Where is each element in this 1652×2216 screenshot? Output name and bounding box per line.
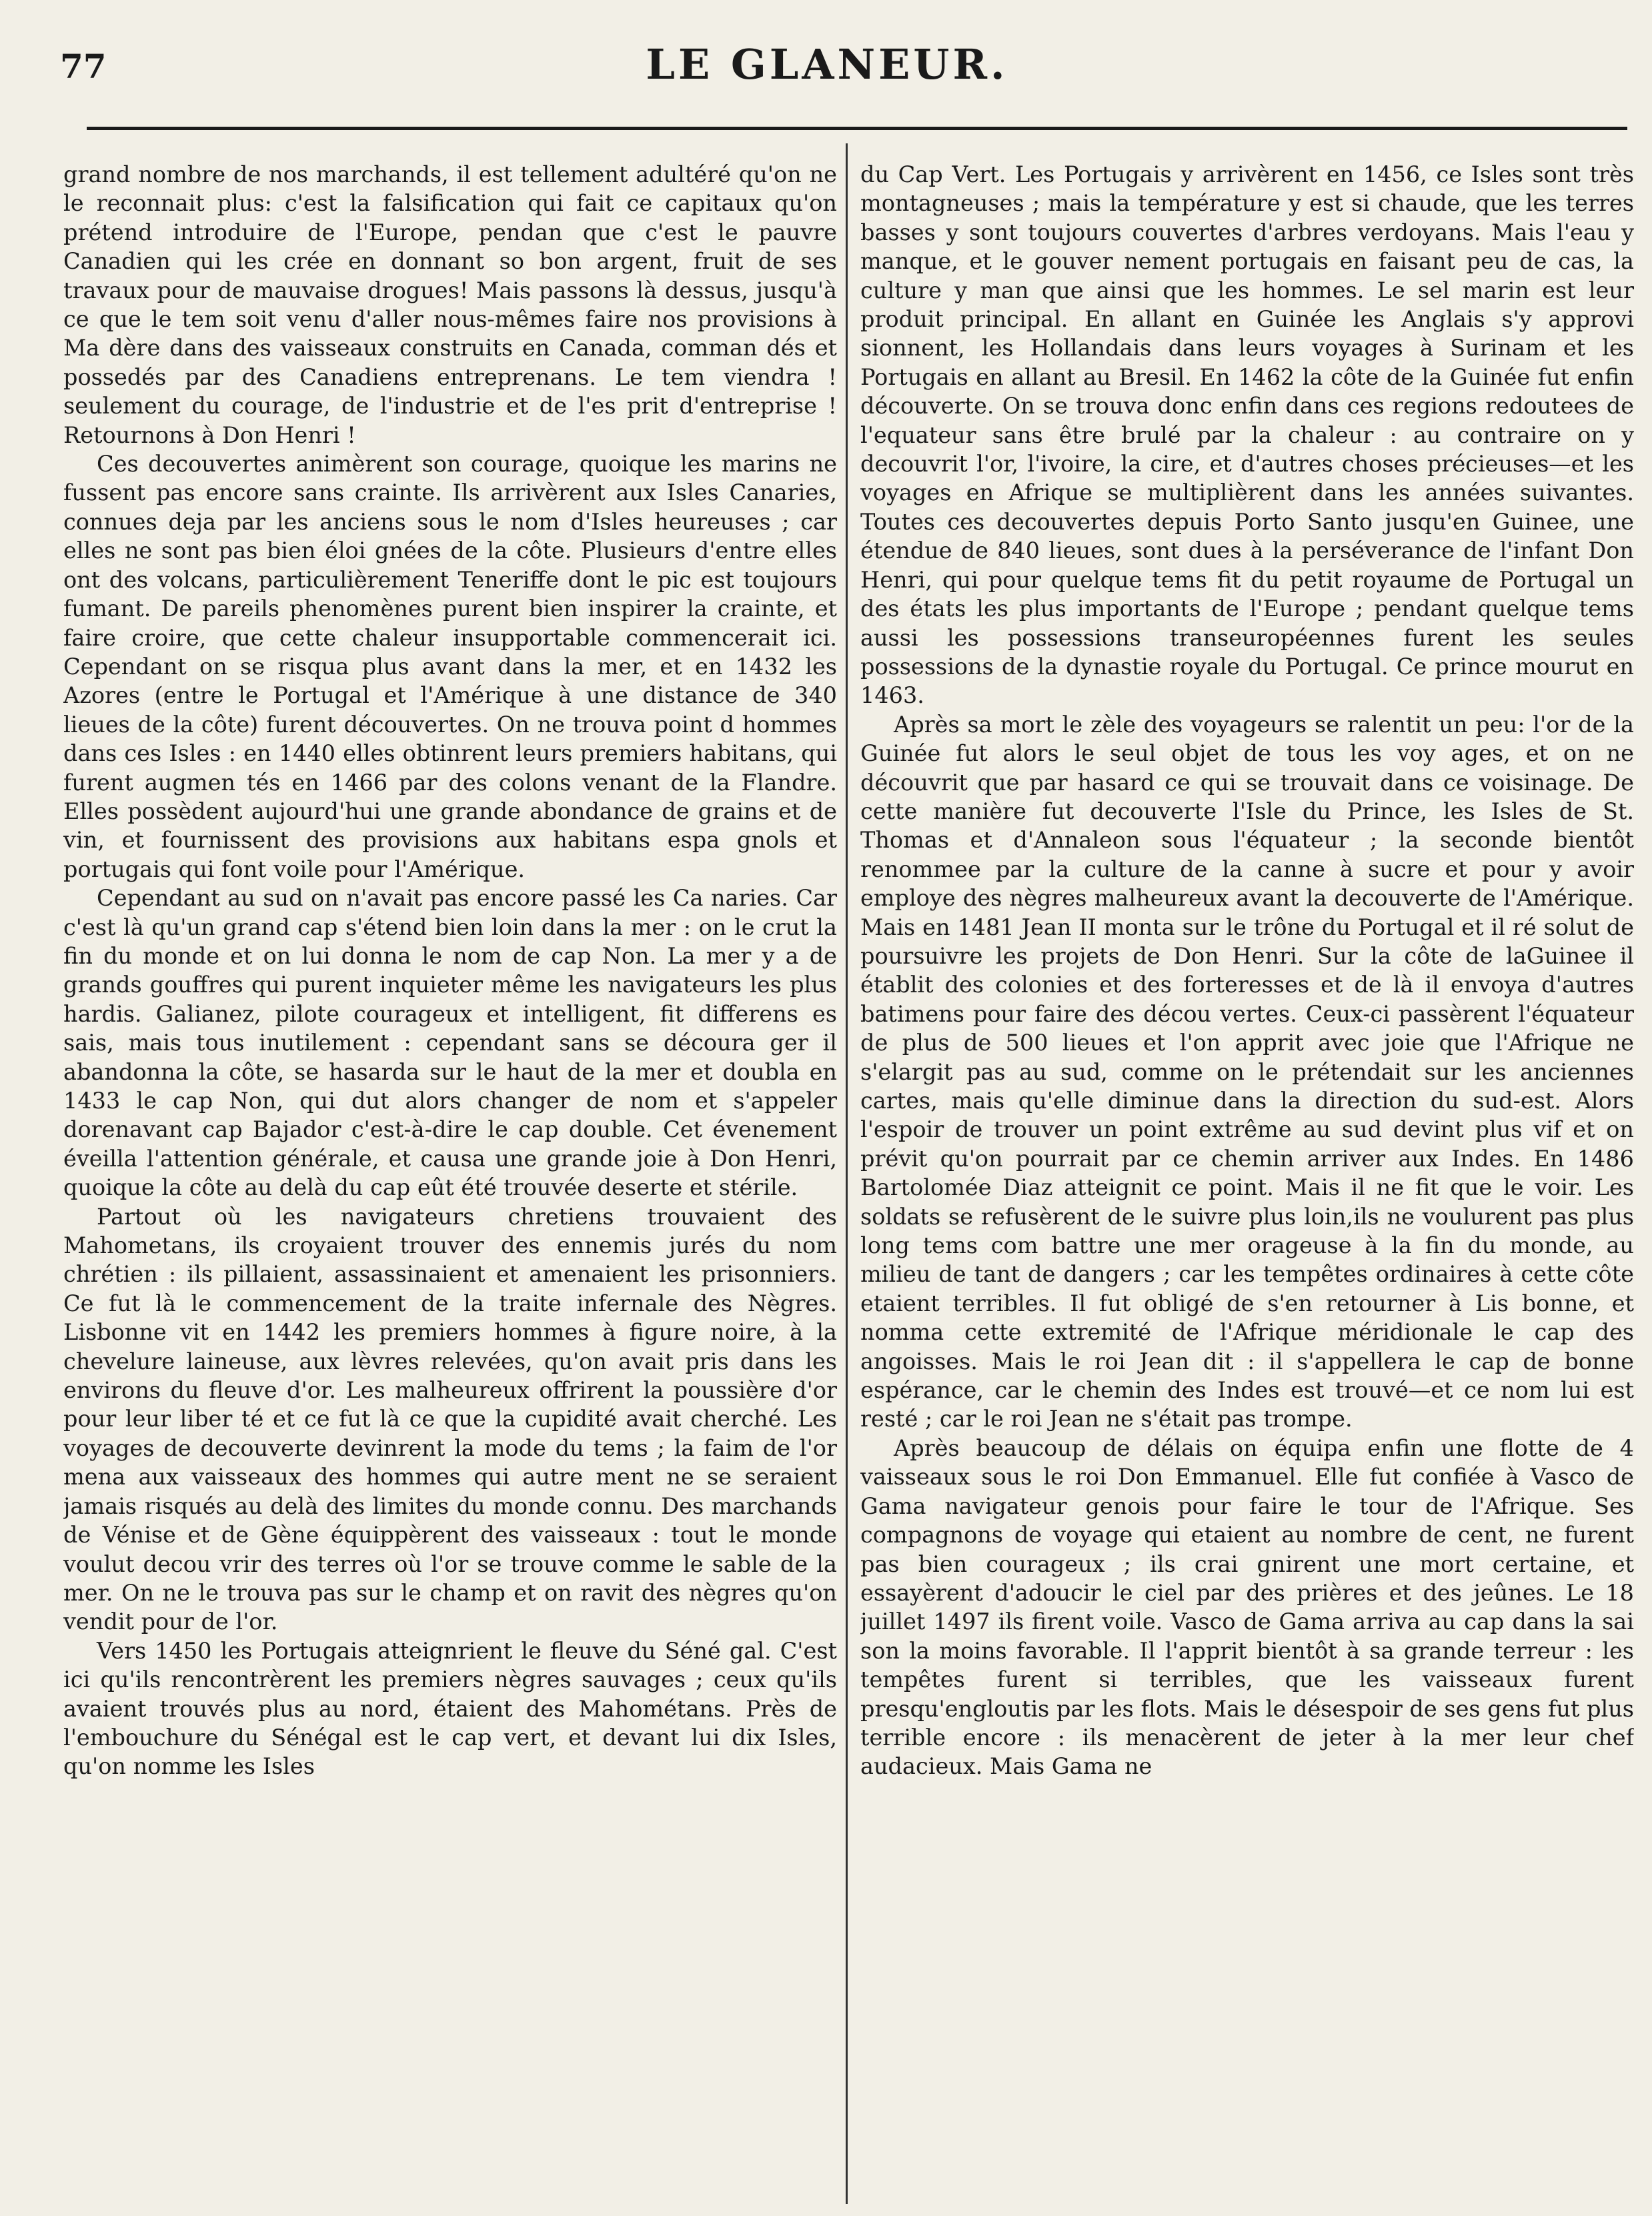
paragraph: Partout où les navigateurs chretiens trouvaient des Mahometans, ils croyaient trouver des ennemis jurés du nom chrétien : ils pillaient, assassinaient et amenaient les prisonniers. Ce fut là le commencement de la traite infernale des Nègres. Lisbonne vit en 1442 les premiers hommes à figure noire, à la chevelure laineuse, aux lèvres relevées, qu'on avait pris dans les environs du fleuve d'or. Les malheureux offrirent la poussière d'or pour leur liber té et ce fut là ce que la cupidité avait cherché. Les voyages de decouverte devinrent la mode du tems ; la faim de l'or mena aux vaisseaux des hommes qui autre ment ne se seraient jamais risqués au delà des limites du monde connu. Des marchands de Vénise et de Gène équippèrent des vaisseaux : tout le monde voulut decou vrir des terres où l'or se trouve comme le sable de la mer. On ne le trouva pas sur le champ et on ravit des nègres qu'on vendit pour de l'or. [63,1203,837,1635]
paragraph: Vers 1450 les Portugais atteignrient le fleuve du Séné gal. C'est ici qu'ils rencontrèrent les premiers nègres sauvages ; ceux qu'ils avaient trouvés plus au nord, étaient des Mahométans. Près de l'embouchure du Sénégal est le cap vert, et devant lui dix Isles, qu'on nomme les Isles [63,1637,837,1780]
paragraph: Après beaucoup de délais on équipa enfin une flotte de 4 vaisseaux sous le roi Don Emmanuel. Elle fut confiée à Vasco de Gama navigateur genois pour faire le tour de l'Afrique. Ses compagnons de voyage qui etaient au nombre de cent, ne furent pas bien courageux ; ils crai gnirent une mort certaine, et essayèrent d'adoucir le ciel par des prières et des jeûnes. Le 18 juillet 1497 ils firent voile. Vasco de Gama arriva au cap dans la sai son la moins favorable. Il l'apprit bientôt à sa grande terreur : les tempêtes furent si terribles, que les vaisseaux furent presqu'engloutis par les flots. Mais le désespoir de ses gens fut plus terrible encore : ils menacèrent de jeter à la mer leur chef audacieux. Mais Gama ne [860,1434,1634,1780]
paragraph: Cependant au sud on n'avait pas encore passé les Ca naries. Car c'est là qu'un grand cap s'étend bien loin dans la mer : on le crut la fin du monde et on lui donna le nom de cap Non. La mer y a de grands gouffres qui purent inquieter même les navigateurs les plus hardis. Galianez, pilote courageux et intelligent, fit differens es sais, mais tous inutilement : cependant sans se découra ger il abandonna la côte, se hasarda sur le haut de la mer et doubla en 1433 le cap Non, qui dut alors changer de nom et s'appeler dorenavant cap Bajador c'est-à-dire le cap double. Cet évenement éveilla l'attention générale, et causa une grande joie à Don Henri, quoique la côte au delà du cap eût été trouvée deserte et stérile. [63,885,837,1201]
page-number: 77 [60,47,107,86]
left-column [63,160,837,2197]
header-rule [87,127,1627,130]
journal-title: LE GLANEUR. [646,40,1008,89]
page-header [47,27,1607,120]
paragraph: du Cap Vert. Les Portugais y arrivèrent en 1456, ce Isles sont très montagneuses ; mais la température y est si chaude, que les terres basses y sont toujours couvertes d'arbres verdoyans. Mais l'eau y manque, et le gouver nement portugais en faisant peu de cas, la culture y man que ainsi que les hommes. Le sel marin est leur produit principal. En allant en Guinée les Anglais s'y approvi sionnent, les Hollandais dans leurs voyages à Surinam et les Portugais en allant au Bresil. En 1462 la côte de la Guinée fut enfin découverte. On se trouva donc enfin dans ces regions redoutees de l'equateur sans être brulé par la chaleur : au contraire on y decouvrit l'or, l'ivoire, la cire, et d'autres choses précieuses—et les voyages en Afrique se multiplièrent dans les années suivantes. Toutes ces decouvertes depuis Porto Santo jusqu'en Guinee, une étendue de 840 lieues, sont dues à la perséverance de l'infant Don Henri, qui pour quelque tems fit du petit royaume de Portugal un des états les plus importants de l'Europe ; pendant quelque tems aussi les possessions transeuropéennes furent les seules possessions de la dynastie royale du Portugal. Ce prince mourut en 1463. [860,161,1634,709]
paragraph: Après sa mort le zèle des voyageurs se ralentit un peu: l'or de la Guinée fut alors le seul objet de tous les voy ages, et on ne découvrit que par hasard ce qui se trouvait dans ce voisinage. De cette manière fut decouverte l'Isle du Prince, les Isles de St. Thomas et d'Annaleon sous l'équateur ; la seconde bientôt renommee par la culture de la canne à sucre et pour y avoir employe des nègres malheureux avant la decouverte de l'Amérique. Mais en 1481 Jean II monta sur le trône du Portugal et il ré solut de poursuivre les projets de Don Henri. Sur la côte de laGuinee il établit des colonies et des forteresses et de là il envoya d'autres batimens pour faire des décou vertes. Ceux-ci passèrent l'équateur de plus de 500 lieues et l'on apprit avec joie que l'Afrique ne s'elargit pas au sud, comme on le prétendait sur les anciennes cartes, mais qu'elle diminue dans la direction du sud-est. Alors l'espoir de trouver un point extrême au sud devint plus vif et on prévit qu'on pourrait par ce chemin arriver aux Indes. En 1486 Bartolomée Diaz atteignit ce point. Mais il ne fit que le voir. Les soldats se refusèrent de le suivre plus loin,ils ne voulurent pas plus long tems com battre une mer orageuse à la fin du monde, au milieu de tant de dangers ; car les tempêtes ordinaires à cette côte etaient terribles. Il fut obligé de s'en retourner à Lis bonne, et nomma cette extremité de l'Afrique méridionale le cap des angoisses. Mais le roi Jean dit : il s'appellera le cap de bonne espérance, car le chemin des Indes est trouvé—et ce nom lui est resté ; car le roi Jean ne s'était pas trompe. [860,711,1634,1432]
column-divider [846,143,848,2204]
paragraph: grand nombre de nos marchands, il est tellement adultéré qu'on ne le reconnait plus: c'est la falsification qui fait ce capitaux qu'on prétend introduire de l'Europe, pendan que c'est le pauvre Canadien qui les crée en donnant so bon argent, fruit de ses travaux pour de mauvaise drogues! Mais passons là dessus, jusqu'à ce que le tem soit venu d'aller nous-mêmes faire nos provisions à Ma dère dans des vaisseaux construits en Canada, comman dés et possedés par des Canadiens entreprenans. Le tem viendra ! seulement du courage, de l'industrie et de l'es prit d'entreprise ! Retournons à Don Henri ! [63,161,837,448]
paragraph: Ces decouvertes animèrent son courage, quoique les marins ne fussent pas encore sans crainte. Ils arrivèrent aux Isles Canaries, connues deja par les anciens sous le nom d'Isles heureuses ; car elles ne sont pas bien éloi gnées de la côte. Plusieurs d'entre elles ont des volcans, particulièrement Teneriffe dont le pic est toujours fumant. De pareils phenomènes purent bien inspirer la crainte, et faire croire, que cette chaleur insupportable commencerait ici. Cependant on se risqua plus avant dans la mer, et en 1432 les Azores (entre le Portugal et l'Amérique à une distance de 340 lieues de la côte) furent découvertes. On ne trouva point d hommes dans ces Isles : en 1440 elles obtinrent leurs premiers habitans, qui furent augmen tés en 1466 par des colons venant de la Flandre. Elles possèdent aujourd'hui une grande abondance de grains et de vin, et fournissent des provisions aux habitans espa gnols et portugais qui font voile pour l'Amérique. [63,451,837,882]
right-column [860,160,1634,2197]
